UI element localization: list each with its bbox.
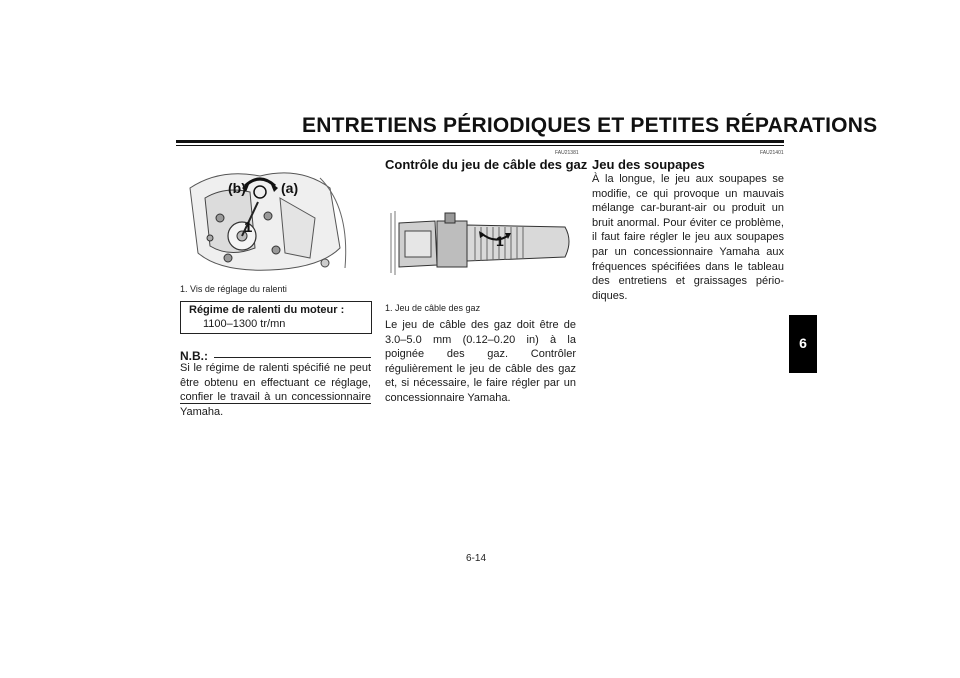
chapter-tab-number: 6 — [799, 335, 807, 351]
idle-label-a: (a) — [281, 180, 299, 196]
note-text: Si le régime de ralenti spécifié ne peut être obtenu en effectuant ce réglage, confier le travail à un concessionnaire Yamaha. — [180, 362, 371, 418]
page-header-title: ENTRETIENS PÉRIODIQUES ET PETITES RÉPARATIONS — [302, 114, 878, 137]
idle-screw-caption: 1. Vis de réglage du ralenti — [180, 284, 287, 294]
section3-title: Jeu des soupapes — [592, 157, 705, 172]
chapter-tab — [789, 315, 817, 373]
section2-title: Contrôle du jeu de câble des gaz — [385, 157, 588, 172]
idle-screw-illustration — [180, 158, 372, 278]
header-rule — [176, 140, 784, 143]
page-number: 6-14 — [466, 553, 487, 564]
note-label: N.B.: — [180, 349, 208, 363]
section2-code: FAU21381 — [555, 150, 579, 156]
header-rule-thin — [176, 145, 784, 146]
note-end-rule — [180, 403, 371, 404]
spec-value: 1100–1300 tr/mn — [203, 318, 286, 330]
spec-title: Régime de ralenti du moteur : — [189, 304, 345, 316]
idle-label-1: 1 — [244, 219, 253, 236]
note-rule — [214, 357, 371, 358]
section3-text: À la longue, le jeu aux soupapes se modifie, ce qui provoque un mauvais mélange car-burant-air ou produit un bruit anormal. Pour éviter ce problème, il faut faire régler le jeu aux soupapes par un concessionnaire Yamaha aux fréquences spécifiées dans le tableau des entretiens et graissages pério-diques. — [592, 173, 784, 302]
throttle-grip-illustration — [385, 183, 577, 288]
idle-speed-spec-box — [180, 301, 372, 334]
idle-label-b: (b) — [228, 180, 246, 196]
section2-text: Le jeu de câble des gaz doit être de 3.0–5.0 mm (0.12–0.20 in) à la poignée des gaz. Contrôler régulièrement le jeu de câble des gaz et, si nécessaire, le faire régler par un concessionnaire Yamaha. — [385, 319, 576, 404]
throttle-caption: 1. Jeu de câble des gaz — [385, 303, 481, 313]
section3-code: FAU21401 — [760, 150, 784, 156]
throttle-label-1: 1 — [496, 233, 504, 249]
